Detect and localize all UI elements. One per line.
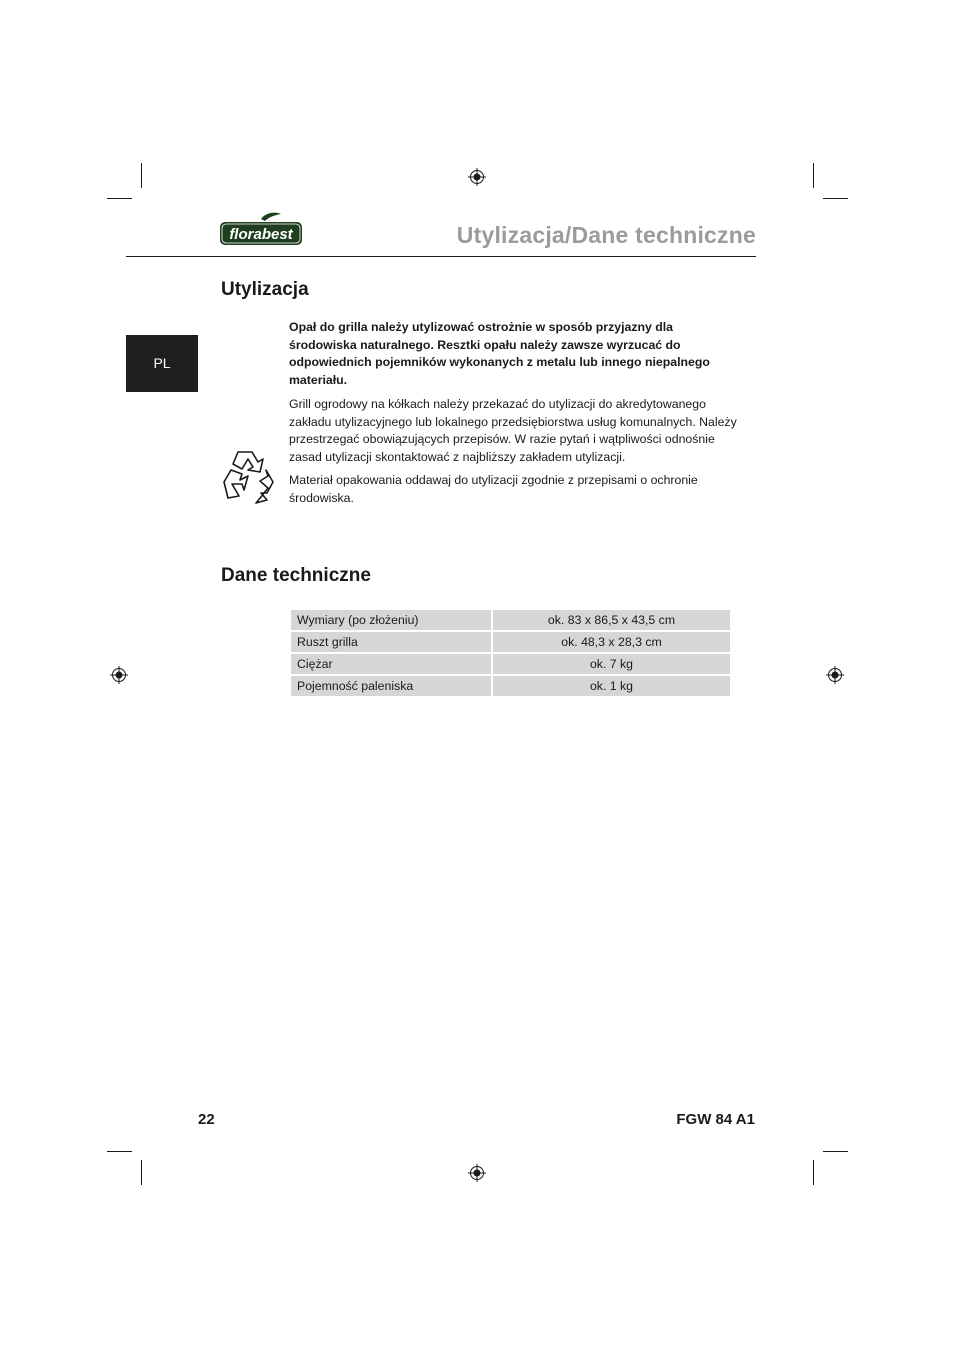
technical-data-table [289,608,732,698]
spec-value: ok. 83 x 86,5 x 43,5 cm [493,610,730,630]
florabest-logo [219,212,303,246]
spec-label: Wymiary (po złożeniu) [291,610,491,630]
spec-label: Ruszt grilla [291,632,491,652]
header-divider [126,256,756,257]
recycle-icon [220,448,280,506]
language-tab: PL [126,335,198,392]
packaging-paragraph: Materiał opakowania oddawaj do utylizacji zgodnie z przepisami o ochronie środowiska. [289,473,698,505]
spec-label: Ciężar [291,654,491,674]
crop-mark [107,1151,132,1152]
registration-mark-icon [826,666,844,684]
spec-label: Pojemność paleniska [291,676,491,696]
crop-mark [813,1160,814,1185]
spec-value: ok. 48,3 x 28,3 cm [493,632,730,652]
disposal-paragraph-bold: Opał do grilla należy utylizować ostrożnie w sposób przyjazny dla środowiska naturalnego. Resztki opału należy zawsze wyrzucać do odpowiednich pojemników wykonanych z metalu lub innego niepalnego materiału. [289,320,710,387]
crop-mark [141,1160,142,1185]
crop-mark [141,163,142,188]
svg-text:florabest: florabest [229,226,293,243]
table-row [291,632,730,652]
model-number: FGW 84 A1 [676,1111,755,1128]
disposal-paragraph: Grill ogrodowy na kółkach należy przekazać do utylizacji do akredytowanego zakładu utylizacyjnego lub lokalnego przedsiębiorstwa usług komunalnych. Należy przestrzegać obowiązujących przepisów. W razie pytań i wątpliwości odnośnie zasad utylizacji skontaktować z najbliższy zakładem utylizacji. [289,397,737,464]
crop-mark [823,1151,848,1152]
technical-data-heading: Dane techniczne [221,565,371,586]
spec-value: ok. 7 kg [493,654,730,674]
table-row [291,610,730,630]
spec-value: ok. 1 kg [493,676,730,696]
registration-mark-icon [468,168,486,186]
registration-mark-icon [110,666,128,684]
disposal-heading: Utylizacja [221,279,309,300]
crop-mark [107,198,132,199]
crop-mark [813,163,814,188]
registration-mark-icon [468,1164,486,1182]
page-title: Utylizacja/Dane techniczne [456,222,756,248]
crop-mark [823,198,848,199]
page-number: 22 [198,1111,215,1128]
table-row [291,654,730,674]
table-row [291,676,730,696]
